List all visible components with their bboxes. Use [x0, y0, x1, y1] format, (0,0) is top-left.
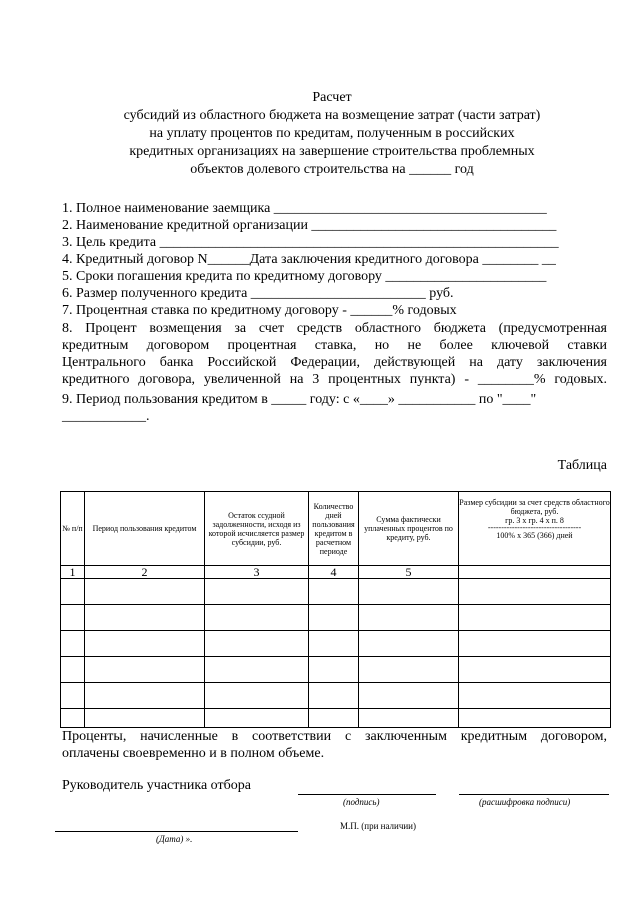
subsidy-formula-numerator: гр. 3 х гр. 4 х п. 8	[505, 516, 564, 525]
para-line: кредитного договора, увеличенной на 3 процентных пункта) - ________% годовых.	[62, 372, 607, 387]
column-number: 4	[309, 566, 359, 579]
subsidy-formula-denominator: 100% х 365 (366) дней	[496, 531, 573, 540]
para-line: Проценты, начисленные в соответствии с заключенным кредитным договором,	[62, 729, 607, 744]
table-row	[61, 657, 611, 683]
table-cell[interactable]	[309, 657, 359, 683]
table-cell[interactable]	[205, 579, 309, 605]
table-cell[interactable]	[85, 631, 205, 657]
table-cell[interactable]	[85, 709, 205, 728]
date-line[interactable]	[55, 831, 298, 832]
field-credit-purpose: 3. Цель кредита _________________________________________________________	[62, 235, 559, 250]
field-credit-amount: 6. Размер полученного кредита _________________________ руб.	[62, 286, 454, 301]
table-cell[interactable]	[85, 605, 205, 631]
table-cell[interactable]	[459, 683, 611, 709]
table-cell[interactable]	[309, 605, 359, 631]
header-interest-paid: Сумма фактически уплаченных процентов по кредиту, руб.	[359, 492, 459, 566]
subsidy-table	[60, 491, 611, 728]
table-label: Таблица	[557, 458, 607, 473]
table-cell[interactable]	[61, 657, 85, 683]
title-line: объектов долевого строительства на ______ год	[190, 162, 474, 177]
head-label: Руководитель участника отбора	[62, 778, 251, 793]
column-number	[459, 566, 611, 579]
header-number: № п/п	[61, 492, 85, 566]
table-cell[interactable]	[205, 631, 309, 657]
table-header-row	[61, 492, 611, 566]
table-cell[interactable]	[205, 683, 309, 709]
table-row	[61, 683, 611, 709]
table-cell[interactable]	[85, 579, 205, 605]
title-line: на уплату процентов по кредитам, полученным в российских	[149, 126, 515, 141]
table-row	[61, 709, 611, 728]
header-days: Количество дней пользования кредитом в расчетном периоде	[309, 492, 359, 566]
table-cell[interactable]	[205, 605, 309, 631]
date-caption: (Дата) ».	[156, 834, 193, 844]
decoding-caption: (расшифровка подписи)	[479, 797, 571, 807]
table-cell[interactable]	[61, 605, 85, 631]
table-cell[interactable]	[61, 683, 85, 709]
para-line: Центрального банка Российской Федерации, действующей на дату заключения	[62, 355, 607, 370]
table-cell[interactable]	[459, 657, 611, 683]
title-line: Расчет	[312, 90, 352, 105]
para-line: 8. Процент возмещения за счет средств областного бюджета (предусмотренная	[62, 321, 607, 336]
table-cell[interactable]	[61, 579, 85, 605]
field-borrower-name: 1. Полное наименование заемщика _______________________________________	[62, 201, 547, 216]
table-cell[interactable]	[459, 631, 611, 657]
payment-confirmation	[62, 728, 607, 762]
header-balance: Остаток ссудной задолженности, исходя из которой исчисляется размер субсидии, руб.	[205, 492, 309, 566]
table-cell[interactable]	[359, 579, 459, 605]
field-repayment-terms: 5. Сроки погашения кредита по кредитному договору _______________________	[62, 269, 547, 284]
table-cell[interactable]	[61, 709, 85, 728]
table-cell[interactable]	[359, 631, 459, 657]
table-cell[interactable]	[359, 683, 459, 709]
table-cell[interactable]	[309, 631, 359, 657]
stamp-label: М.П. (при наличии)	[340, 821, 416, 831]
title-line: субсидий из областного бюджета на возмещение затрат (части затрат)	[123, 108, 541, 123]
table-cell[interactable]	[85, 683, 205, 709]
table-cell[interactable]	[309, 683, 359, 709]
table-cell[interactable]	[359, 605, 459, 631]
table-cell[interactable]	[459, 579, 611, 605]
decoding-line[interactable]	[459, 794, 609, 795]
title-line: кредитных организациях на завершение строительства проблемных	[129, 144, 535, 159]
field-reimbursement-percent	[62, 320, 607, 388]
table-cell[interactable]	[61, 631, 85, 657]
signature-line[interactable]	[298, 794, 436, 795]
field-credit-organization: 2. Наименование кредитной организации ___________________________________	[62, 218, 557, 233]
table-cell[interactable]	[205, 709, 309, 728]
table-cell[interactable]	[85, 657, 205, 683]
document-title	[60, 89, 604, 179]
table-cell[interactable]	[205, 657, 309, 683]
table-cell[interactable]	[309, 579, 359, 605]
header-subsidy-title: Размер субсидии за счет средств областного бюджета, руб.	[459, 498, 610, 516]
field-interest-rate: 7. Процентная ставка по кредитному договору - ______% годовых	[62, 303, 457, 318]
table-cell[interactable]	[359, 709, 459, 728]
table-row	[61, 579, 611, 605]
table-row	[61, 631, 611, 657]
header-period: Период пользования кредитом	[85, 492, 205, 566]
field-usage-period	[62, 391, 607, 408]
table-row	[61, 605, 611, 631]
table-number-row	[61, 566, 611, 579]
header-subsidy-amount	[459, 492, 611, 566]
field-credit-agreement: 4. Кредитный договор N______Дата заключения кредитного договора ________ __	[62, 252, 556, 267]
table-cell[interactable]	[309, 709, 359, 728]
field-usage-period-cont: ____________.	[62, 409, 150, 424]
para-line: кредитным договором процентная ставка, но не более ключевой ставки	[62, 338, 607, 353]
para-line: 9. Период пользования кредитом в _____ году: с «____» ___________ по "____"	[62, 392, 537, 407]
column-number: 3	[205, 566, 309, 579]
para-line: оплачены своевременно и в полном объеме.	[62, 746, 325, 761]
column-number: 5	[359, 566, 459, 579]
signature-caption: (подпись)	[343, 797, 380, 807]
column-number: 1	[61, 566, 85, 579]
table-cell[interactable]	[359, 657, 459, 683]
subsidy-formula-divider: -----------------------------------	[487, 523, 582, 532]
table-cell[interactable]	[459, 709, 611, 728]
table-cell[interactable]	[459, 605, 611, 631]
column-number: 2	[85, 566, 205, 579]
